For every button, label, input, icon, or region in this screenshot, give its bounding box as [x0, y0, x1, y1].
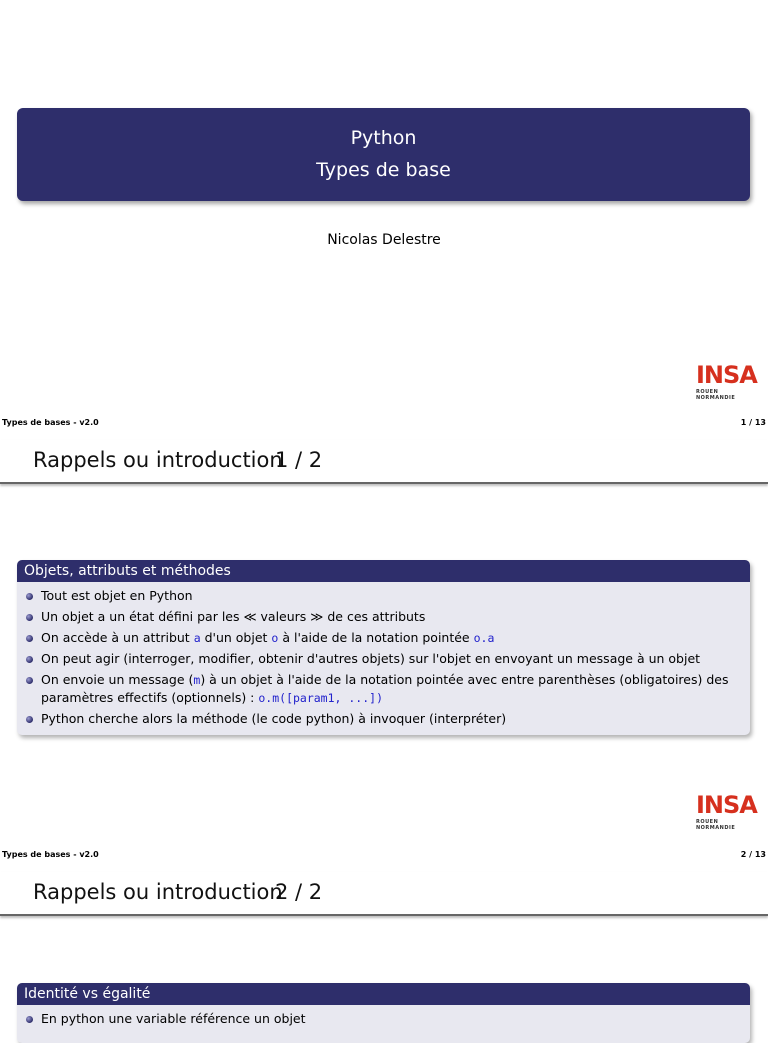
page-number: 2 / 13 [740, 850, 766, 859]
frame-title-text: Rappels ou introduction [33, 448, 283, 472]
frame-title-text: Rappels ou introduction [33, 880, 283, 904]
insa-logo: INSA ROUEN NORMANDIE [696, 361, 757, 401]
slide-rappels-2 [0, 872, 768, 1024]
block-title: Identité vs égalité [17, 983, 750, 1005]
footer-left: Types de bases - v2.0 [2, 850, 99, 859]
list-item: En python une variable référence un objet [41, 1010, 744, 1028]
frame-title [0, 872, 768, 916]
list-item: Python cherche alors la méthode (le code python) à invoquer (interpréter) [41, 710, 744, 728]
block-objets [17, 560, 750, 735]
frame-title-number: 2 / 2 [275, 880, 323, 904]
footer-left: Types de bases - v2.0 [2, 418, 99, 427]
insa-logo: INSA ROUEN NORMANDIE [696, 791, 757, 831]
frame-title [0, 440, 768, 484]
list-item: On envoie un message (m) à un objet à l'aide de la notation pointée avec entre parenthèses (obligatoires) des paramètres effectifs (optionnels) : o.m([param1, ...]) [41, 671, 744, 707]
block-title: Objets, attributs et méthodes [17, 560, 750, 582]
title-box [17, 108, 750, 201]
frame-title-number: 1 / 2 [275, 448, 323, 472]
presentation-title: Python [350, 127, 417, 149]
presentation-subtitle: Types de base [316, 159, 451, 181]
author: Nicolas Delestre [327, 232, 441, 248]
slide-rappels-1 [0, 440, 768, 865]
page-number: 1 / 13 [740, 418, 766, 427]
list-item: On peut agir (interroger, modifier, obtenir d'autres objets) sur l'objet en envoyant un message à un objet [41, 650, 744, 668]
list-item: On accède à un attribut a d'un objet o à l'aide de la notation pointée o.a [41, 629, 744, 647]
block-identite [17, 983, 750, 1043]
list-item: Un objet a un état défini par les ≪ valeurs ≫ de ces attributs [41, 608, 744, 626]
slide-title [0, 0, 768, 430]
bullet-list [17, 582, 750, 735]
list-item: Tout est objet en Python [41, 587, 744, 605]
bullet-list [17, 1005, 750, 1035]
